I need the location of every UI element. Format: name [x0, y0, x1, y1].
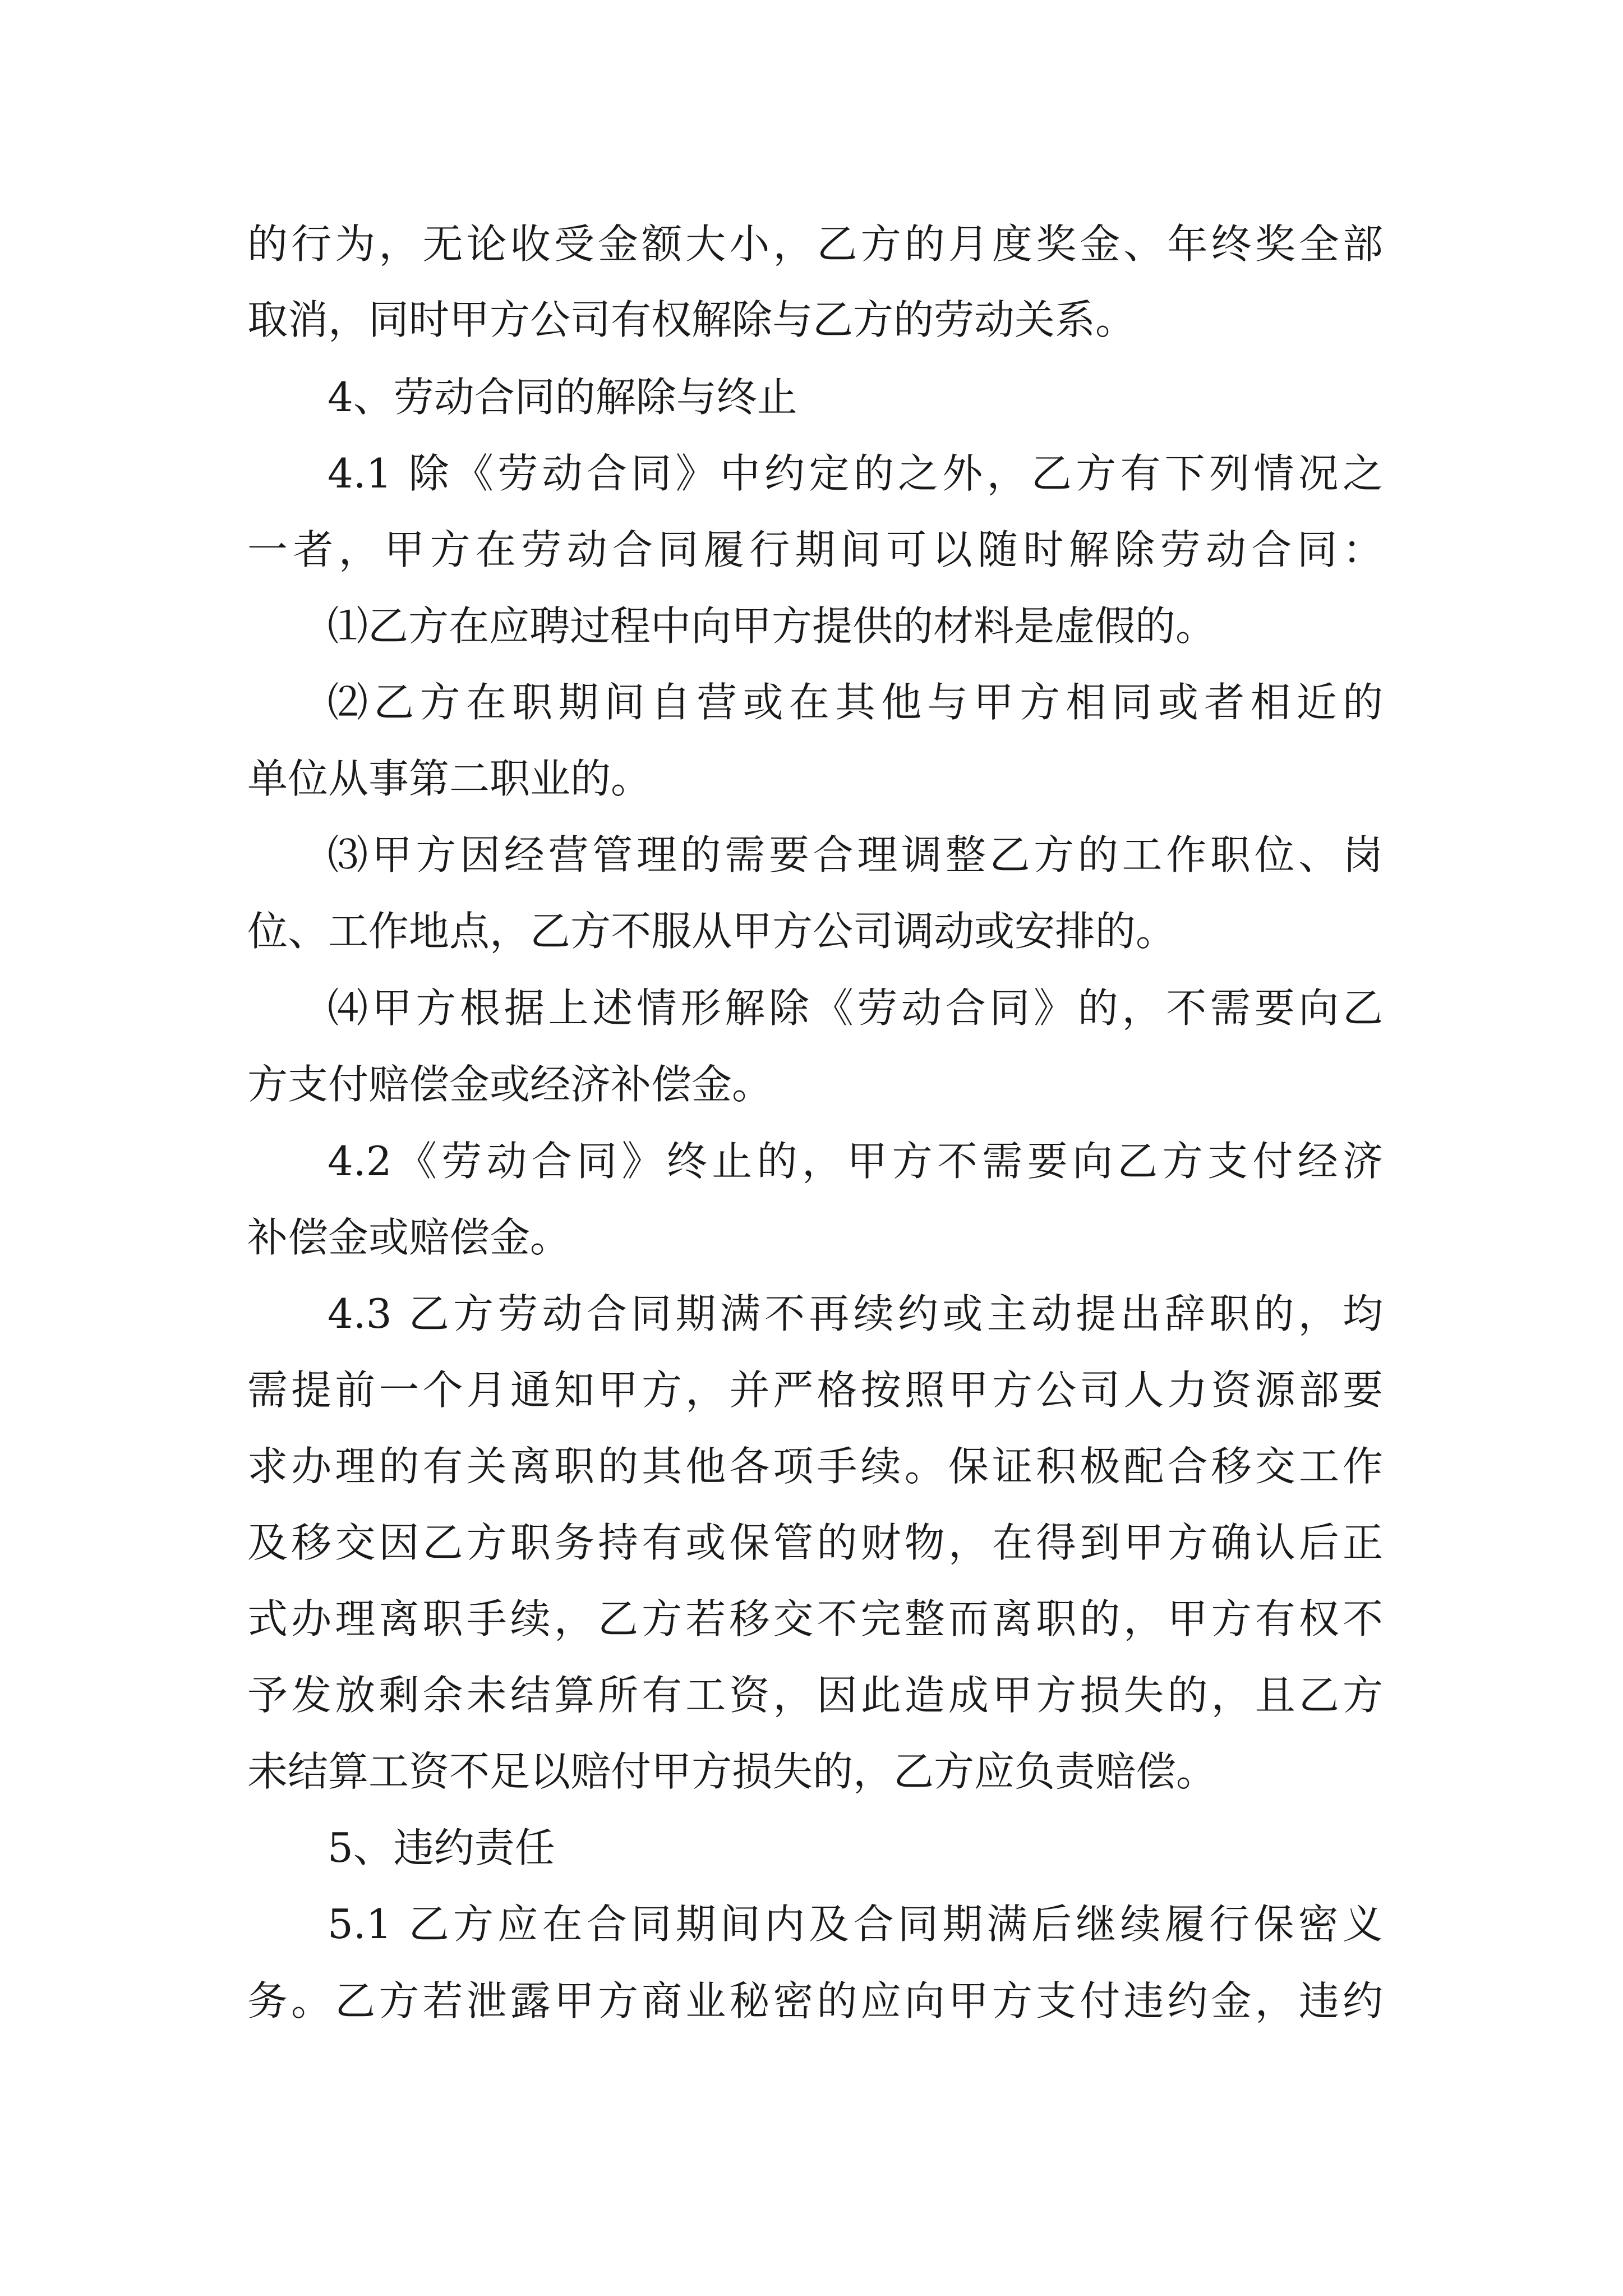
text-line: 未结算工资不足以赔付甲方损失的，乙方应负责赔偿。 — [247, 1748, 1217, 1795]
section-heading: 4、劳动合同的解除与终止 — [328, 374, 797, 421]
text-line: 的行为，无论收受金额大小，乙方的月度奖金、年终奖全部 — [247, 220, 1383, 268]
text-line: 4.3 乙方劳动合同期满不再续约或主动提出辞职的，均 — [328, 1290, 1383, 1337]
list-item: ⑵乙方在职期间自营或在其他与甲方相同或者相近的 — [328, 679, 1383, 726]
text-line: 需提前一个月通知甲方，并严格按照甲方公司人力资源部要 — [247, 1366, 1383, 1414]
text-line: 一者，甲方在劳动合同履行期间可以随时解除劳动合同： — [247, 526, 1383, 573]
text-line: 单位从事第二职业的。 — [247, 755, 652, 802]
section-heading: 5、违约责任 — [328, 1824, 555, 1871]
text-line: 予发放剩余未结算所有工资，因此造成甲方损失的，且乙方 — [247, 1672, 1383, 1719]
list-item: ⑴乙方在应聘过程中向甲方提供的材料是虚假的。 — [328, 602, 1216, 650]
text-line: 取消，同时甲方公司有权解除与乙方的劳动关系。 — [247, 296, 1136, 343]
text-line: 4.2《劳动合同》终止的，甲方不需要向乙方支付经济 — [328, 1138, 1383, 1185]
text-line: 方支付赔偿金或经济补偿金。 — [247, 1061, 773, 1108]
text-line: 4.1 除《劳动合同》中约定的之外，乙方有下列情况之 — [328, 450, 1383, 497]
text-line: 求办理的有关离职的其他各项手续。保证积极配合移交工作 — [247, 1443, 1383, 1490]
text-line: 5.1 乙方应在合同期间内及合同期满后继续履行保密义 — [328, 1901, 1383, 1948]
text-line: 位、工作地点，乙方不服从甲方公司调动或安排的。 — [247, 908, 1177, 955]
text-line: 及移交因乙方职务持有或保管的财物，在得到甲方确认后正 — [247, 1519, 1383, 1566]
text-line: 务。乙方若泄露甲方商业秘密的应向甲方支付违约金，违约 — [247, 1977, 1383, 2024]
list-item: ⑷甲方根据上述情形解除《劳动合同》的，不需要向乙 — [328, 984, 1383, 1032]
text-line: 式办理离职手续，乙方若移交不完整而离职的，甲方有权不 — [247, 1595, 1383, 1642]
text-line: 补偿金或赔偿金。 — [247, 1214, 571, 1261]
list-item: ⑶甲方因经营管理的需要合理调整乙方的工作职位、岗 — [328, 831, 1383, 878]
